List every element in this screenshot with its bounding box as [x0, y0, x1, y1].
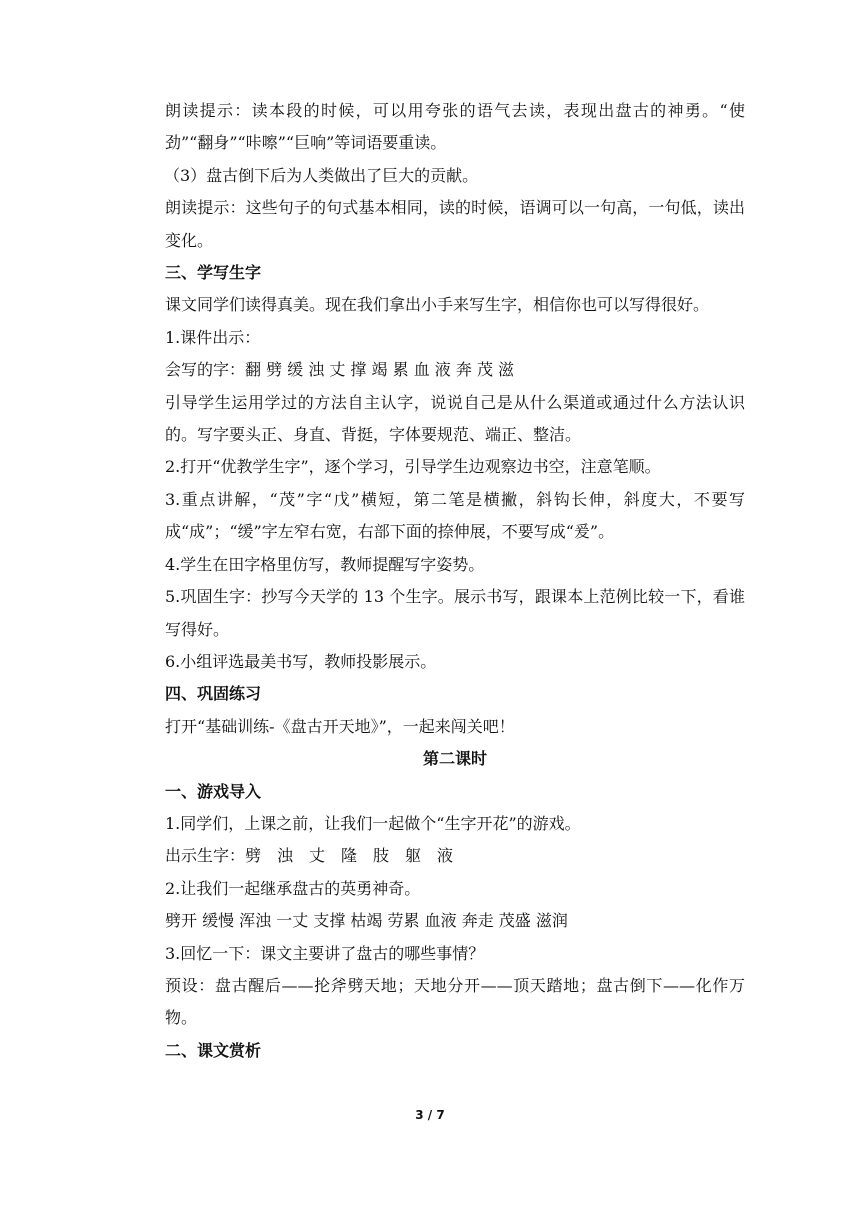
section-heading: 一、游戏导入 — [165, 781, 262, 801]
characters-list: 出示生字：劈 浊 丈 隆 肢 躯 液 — [165, 846, 454, 866]
section-heading: 三、学写生字 — [165, 263, 262, 283]
step-item: 3.回忆一下：课文主要讲了盘古的哪些事情？ — [165, 943, 485, 963]
step-item: 5.巩固生字：抄写今天学的 13 个生字。展示书写，跟课本上范例比较一下，看谁写得好。 — [165, 587, 745, 639]
reading-tip-paragraph: 朗读提示：读本段的时候，可以用夸张的语气去读，表现出盘古的神勇。“使劲”“翻身”“咔嚓”“巨响”等词语要重读。 — [165, 101, 745, 153]
characters-list: 会写的字：翻 劈 缓 浊 丈 撑 竭 累 血 液 奔 茂 滋 — [165, 360, 515, 380]
numbered-point-3: （3）盘古倒下后为人类做出了巨大的贡献。 — [164, 165, 479, 185]
body-paragraph: 打开“基础训练-《盘古开天地》”，一起来闯关吧！ — [165, 716, 515, 736]
page-number: 3 / 7 — [415, 1108, 445, 1122]
reading-tip-paragraph: 朗读提示：这些句子的句式基本相同，读的时候，语调可以一句高，一句低，读出变化。 — [165, 198, 745, 250]
section-heading: 二、课文赏析 — [165, 1040, 262, 1060]
step-item: 4.学生在田字格里仿写，教师提醒写字姿势。 — [165, 554, 485, 574]
step-item: 3.重点讲解，“茂”字“戊”横短，第二笔是横撇，斜钩长伸，斜度大，不要写成“成”；“缓”字左窄右宽，右部下面的捺伸展，不要写成“爰”。 — [165, 489, 745, 542]
section-heading: 四、巩固练习 — [165, 684, 262, 704]
body-paragraph: 预设：盘古醒后——抡斧劈天地；天地分开——顶天踏地；盘古倒下——化作万物。 — [165, 975, 745, 1028]
step-item: 2.让我们一起继承盘古的英勇神奇。 — [165, 878, 421, 898]
step-item: 2.打开“优教学生字”，逐个学习，引导学生边观察边书空，注意笔顺。 — [165, 457, 661, 477]
step-item: 1.同学们，上课之前，让我们一起做个“生字开花”的游戏。 — [165, 813, 581, 833]
step-item: 1.课件出示： — [165, 327, 261, 347]
step-item: 6.小组评选最美书写，教师投影展示。 — [165, 651, 437, 671]
document-body — [165, 95, 745, 1067]
lesson-title: 第二课时 — [422, 749, 487, 769]
body-paragraph: 课文同学们读得真美。现在我们拿出小手来写生字，相信你也可以写得很好。 — [165, 295, 710, 315]
body-paragraph: 引导学生运用学过的方法自主认字，说说自己是从什么渠道或通过什么方法认识的。写字要头正、身直、背挺，字体要规范、端正、整洁。 — [165, 392, 745, 445]
words-list: 劈开 缓慢 浑浊 一丈 支撑 枯竭 劳累 血液 奔走 茂盛 滋润 — [165, 911, 568, 931]
